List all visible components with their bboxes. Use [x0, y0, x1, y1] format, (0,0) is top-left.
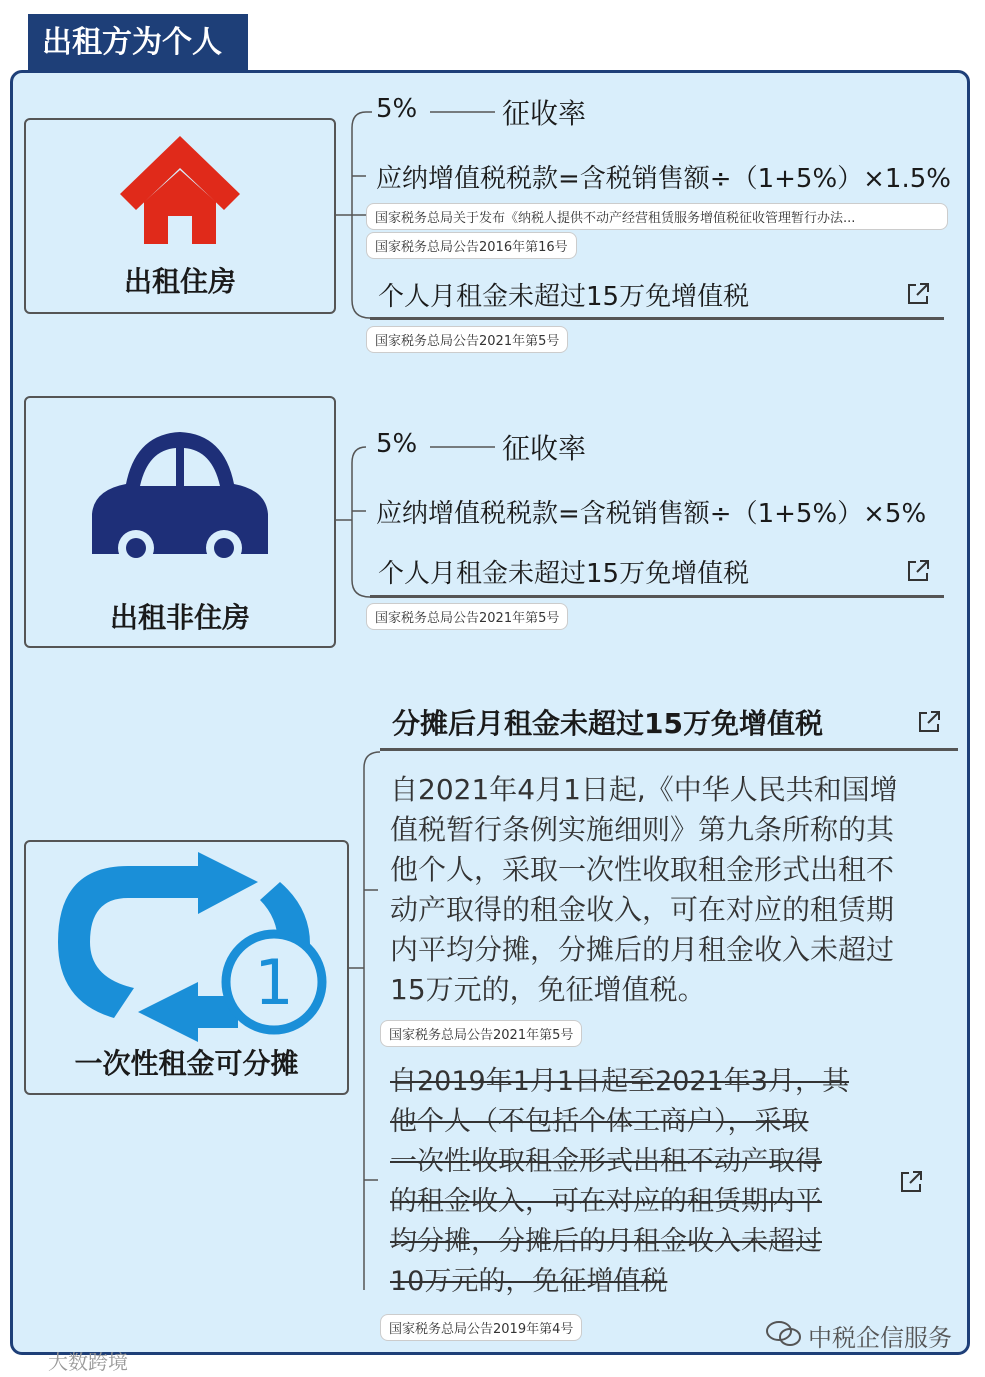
- current-policy-paragraph: [390, 770, 950, 1010]
- reference-tag[interactable]: 国家税务总局公告2021年第5号: [366, 326, 568, 353]
- wechat-icon: [766, 1320, 802, 1348]
- formula-text: 应纳增值税税款=含税销售额÷（1+5%）×1.5%: [376, 164, 951, 194]
- reference-tag[interactable]: 国家税务总局公告2021年第5号: [366, 603, 568, 630]
- reference-tag[interactable]: 国家税务总局关于发布《纳税人提供不动产经营租赁服务增值税征收管理暂行办法...: [366, 203, 948, 230]
- svg-text:1: 1: [254, 946, 294, 1019]
- external-link-icon[interactable]: [905, 281, 931, 307]
- card-rent-non-housing: [24, 396, 336, 648]
- cycle-icon: [48, 852, 328, 1042]
- rate-label: 征收率: [502, 432, 587, 465]
- page-title: 出租方为个人: [28, 14, 248, 72]
- paragraph-line: 的租金收入，可在对应的租赁期内平: [390, 1186, 822, 1217]
- paragraph-line: 10万元的，免征增值税: [390, 1266, 668, 1297]
- expired-policy-paragraph: [390, 1062, 890, 1302]
- node-underline: [370, 317, 944, 320]
- card-label: 出租非住房: [109, 601, 250, 634]
- section-heading: 分摊后月租金未超过15万免增值税: [392, 707, 823, 740]
- paragraph-line: 15万元的，免征增值税。: [390, 973, 706, 1006]
- paragraph-line: 一次性收取租金形式出租不动产取得: [390, 1146, 822, 1177]
- brand-watermark: 中税企信服务: [808, 1324, 952, 1352]
- external-link-icon[interactable]: [898, 1169, 924, 1195]
- corner-watermark: 大数跨境: [48, 1350, 128, 1374]
- rate-value: 5%: [376, 94, 418, 124]
- external-link-icon[interactable]: [916, 709, 942, 735]
- reference-tag[interactable]: 国家税务总局公告2019年第4号: [380, 1314, 582, 1341]
- rate-value: 5%: [376, 429, 418, 459]
- reference-tag[interactable]: 国家税务总局公告2016年第16号: [366, 232, 577, 259]
- node-underline: [370, 595, 944, 598]
- card-lump-sum-rent: [24, 840, 349, 1095]
- house-icon: [114, 130, 246, 250]
- card-label: 出租住房: [123, 265, 236, 298]
- card-label: 一次性租金可分摊: [74, 1047, 299, 1080]
- paragraph-line: 自2021年4月1日起,《中华人民共和国增: [390, 773, 898, 806]
- paragraph-line: 均分摊，分摊后的月租金收入未超过: [390, 1226, 822, 1257]
- paragraph-line: 自2019年1月1日起至2021年3月，其: [390, 1066, 849, 1097]
- paragraph-line: 值税暂行条例实施细则》第九条所称的其: [390, 813, 895, 846]
- paragraph-line: 他个人，采取一次性收取租金形式出租不: [390, 853, 895, 886]
- card-rent-housing: [24, 118, 336, 314]
- exempt-text: 个人月租金未超过15万免增值税: [378, 282, 750, 312]
- formula-text: 应纳增值税税款=含税销售额÷（1+5%）×5%: [376, 499, 927, 529]
- external-link-icon[interactable]: [905, 558, 931, 584]
- paragraph-line: 内平均分摊，分摊后的月租金收入未超过: [390, 933, 895, 966]
- paragraph-line: 动产取得的租金收入，可在对应的租赁期: [390, 893, 895, 926]
- car-icon: [88, 424, 272, 570]
- rate-label: 征收率: [502, 97, 587, 130]
- reference-tag[interactable]: 国家税务总局公告2021年第5号: [380, 1020, 582, 1047]
- exempt-text: 个人月租金未超过15万免增值税: [378, 559, 750, 589]
- node-underline: [380, 748, 958, 751]
- paragraph-line: 他个人（不包括个体工商户），采取: [390, 1106, 809, 1137]
